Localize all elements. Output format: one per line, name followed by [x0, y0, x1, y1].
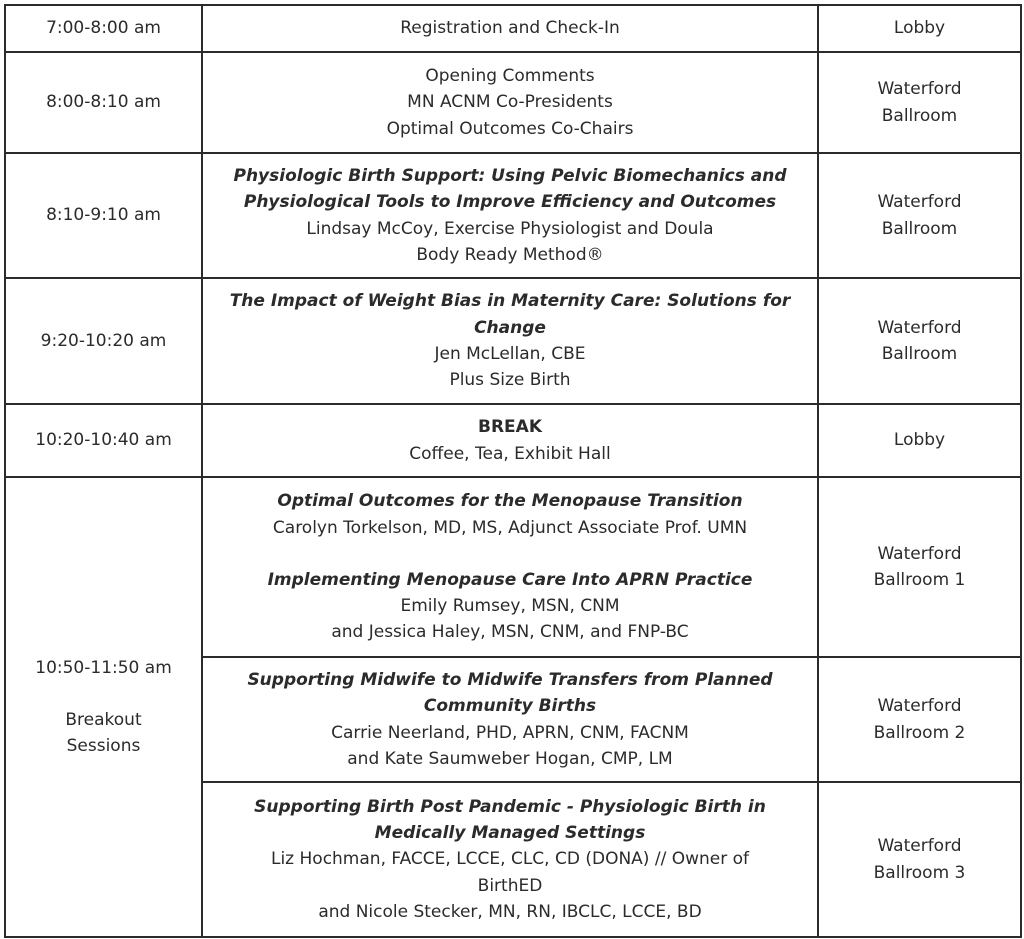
speaker-line: and Jessica Haley, MSN, CNM, and FNP-BC	[331, 622, 689, 643]
table-row	[5, 153, 1021, 278]
room-line: Waterford	[877, 317, 962, 338]
speaker-line: Body Ready Method®	[416, 244, 604, 265]
session-line: MN ACNM Co-Presidents	[407, 92, 613, 113]
table-row	[5, 5, 1021, 52]
session-cell	[202, 477, 818, 657]
speaker-line: Liz Hochman, FACCE, LCCE, CLC, CD (DONA) // Owner of	[270, 849, 749, 870]
spacer	[12, 681, 195, 707]
session-title: Medically Managed Settings	[374, 823, 646, 844]
room-text: Lobby	[893, 430, 946, 451]
time-text: 8:10-9:10 am	[46, 205, 161, 226]
room-text: Lobby	[893, 18, 946, 39]
table-row	[5, 278, 1021, 404]
room-line: Waterford	[877, 836, 962, 857]
room-line: Ballroom	[881, 218, 958, 239]
table-row	[5, 477, 1021, 657]
time-text: 10:20-10:40 am	[35, 430, 172, 451]
room-cell	[818, 153, 1021, 278]
time-text: 8:00-8:10 am	[46, 92, 161, 113]
room-cell	[818, 782, 1021, 937]
time-cell	[5, 5, 202, 52]
session-title: Supporting Midwife to Midwife Transfers from Planned	[247, 669, 773, 690]
room-cell	[818, 52, 1021, 153]
time-text: 9:20-10:20 am	[40, 330, 167, 351]
room-cell	[818, 5, 1021, 52]
session-cell	[202, 52, 818, 153]
table-row	[5, 404, 1021, 477]
room-line: Ballroom 2	[873, 722, 966, 743]
room-line: Waterford	[877, 79, 962, 100]
room-line: Ballroom 3	[873, 862, 966, 883]
session-cell	[202, 782, 818, 937]
room-line: Ballroom	[881, 344, 958, 364]
session-title: The Impact of Weight Bias in Maternity Care: Solutions for	[229, 291, 791, 312]
room-line: Waterford	[877, 192, 962, 213]
session-title: Change	[474, 317, 546, 338]
session-cell	[202, 153, 818, 278]
speaker-line: Jen McLellan, CBE	[434, 344, 586, 364]
table-row	[5, 52, 1021, 153]
speaker-line: Plus Size Birth	[449, 370, 571, 391]
room-line: Ballroom	[881, 105, 958, 126]
session-cell	[202, 278, 818, 404]
room-cell	[818, 278, 1021, 404]
room-line: Ballroom 1	[873, 570, 966, 590]
speaker-line: Carrie Neerland, PHD, APRN, CNM, FACNM	[331, 722, 689, 743]
session-cell	[202, 657, 818, 782]
time-cell	[5, 404, 202, 477]
session-title: Optimal Outcomes for the Menopause Transition	[277, 491, 743, 512]
session-cell	[202, 404, 818, 477]
session-cell	[202, 5, 818, 52]
breakout-label: Breakout	[65, 709, 142, 730]
session-text: Registration and Check-In	[400, 18, 620, 39]
time-cell	[5, 153, 202, 278]
session-title: Supporting Birth Post Pandemic - Physiologic Birth in	[254, 796, 766, 817]
schedule-table	[4, 4, 1022, 938]
time-text: 10:50-11:50 am	[35, 657, 172, 678]
time-text: 7:00-8:00 am	[46, 18, 161, 39]
speaker-line: BirthED	[477, 875, 543, 896]
session-title: Physiologic Birth Support: Using Pelvic Biomechanics and	[233, 165, 787, 186]
break-details: Coffee, Tea, Exhibit Hall	[409, 443, 611, 464]
room-line: Waterford	[877, 543, 962, 564]
time-cell	[5, 52, 202, 153]
room-line: Waterford	[877, 696, 962, 717]
speaker-line: and Kate Saumweber Hogan, CMP, LM	[347, 748, 673, 769]
time-cell	[5, 477, 202, 937]
room-cell	[818, 477, 1021, 657]
speaker-line: Lindsay McCoy, Exercise Physiologist and Doula	[306, 218, 714, 239]
breakout-label: Sessions	[66, 736, 141, 757]
session-line: Optimal Outcomes Co-Chairs	[386, 118, 634, 139]
session-title: Physiological Tools to Improve Efficiency and Outcomes	[243, 192, 777, 213]
session-title: Implementing Menopause Care Into APRN Practice	[267, 569, 753, 590]
break-heading: BREAK	[478, 417, 542, 438]
session-title: Community Births	[423, 696, 597, 717]
room-cell	[818, 404, 1021, 477]
spacer	[209, 541, 811, 567]
speaker-line: and Nicole Stecker, MN, RN, IBCLC, LCCE, BD	[318, 901, 702, 922]
time-cell	[5, 278, 202, 404]
speaker-line: Emily Rumsey, MSN, CNM	[400, 596, 620, 617]
room-cell	[818, 657, 1021, 782]
speaker-line: Carolyn Torkelson, MD, MS, Adjunct Associate Prof. UMN	[272, 517, 748, 538]
session-line: Opening Comments	[425, 66, 595, 87]
